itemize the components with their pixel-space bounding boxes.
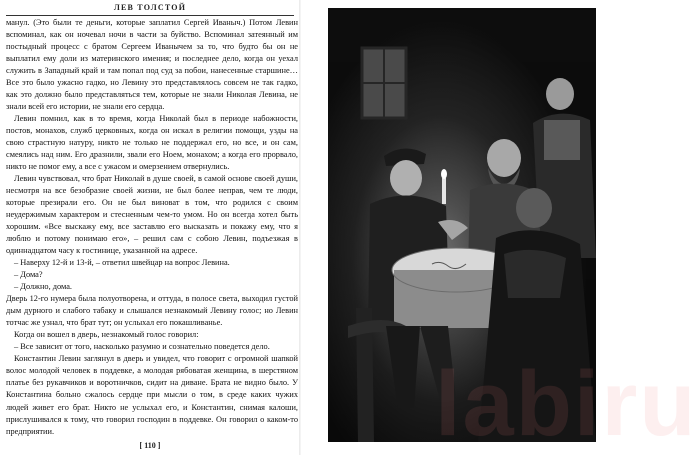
right-page (300, 0, 697, 455)
paragraph: – Все зависит от того, насколько разумно и сознательно поведется дело. (14, 342, 270, 352)
paragraph: Когда он вошел в дверь, незнакомый голос говорил: (14, 330, 199, 340)
watermark: labiru (435, 353, 697, 455)
paragraph: Левин чувствовал, что брат Николай в душе своей, в самой основе своей души, несмотря на все безобразие своей жизни, не был более неправ, чем те люди, которые презирали его. Он не был виноват в том, что родился с своим неудержимым характером и стесненным чем-то умом. Но он всегда хотел быть хорошим. «Все выскажу ему, все заставлю его высказать и покажу ему, что я люблю и потому понимаю его», – решил сам с собою Левин, подъезжая в одиннадцатом часу к гостинице, указанной на адресе. (6, 174, 298, 256)
body-text (6, 17, 298, 438)
header-rule (6, 15, 294, 16)
paragraph: Константин Левин заглянул в дверь и увидел, что говорит с огромной шапкой волос молодой человек в поддевке, а молодая рябоватая женщина, в шерстяном платье без рукавчиков и воротничков, сидит на диване. Брата не видно было. У Константина больно сжалось сердце при мысли о том, в среде каких чужих людей живет его брат. Никто не услыхал его, и Константин, снимая калоши, прислушивался к тому, что говорил господин в поддевке. Он говорил о каком-то предприятии. (6, 354, 298, 436)
page-number: [ 110 ] (139, 441, 161, 450)
running-header: ЛЕВ ТОЛСТОЙ (113, 3, 187, 12)
paragraph: манул. (Это были те деньги, которые заплатил Сергей Иваныч.) Потом Левин вспоминал, как он ночевал ночи в части за буйство. Вспоминал затеянный им постыдный процесс с братом Сергеем Иванычем за то, что будто бы он не выплатил ему доли из материнского имения; и последнее дело, когда он уехал служить в Западный край и там попал под суд за побои, нанесенные старшине… Все это было ужасно гадко, но Левину это представлялось совсем не так гадко, как это должно было представляться тем, которые не знали Николая Левина, не знали всей его истории, не знали его сердца. (6, 18, 298, 112)
left-page (0, 0, 300, 455)
paragraph: – Дома? (14, 270, 43, 280)
paragraph: – Наверху 12-й и 13-й, – ответил швейцар на вопрос Левина. (14, 258, 230, 268)
paragraph: Дверь 12-го нумера была полуотворена, и оттуда, в полосе света, выходил густой дым дурного и слабого табаку и слышался незнакомый Левину голос; но Левин тотчас же узнал, что брат тут; он услыхал его покашливанье. (6, 294, 298, 328)
paragraph: – Должно, дома. (14, 282, 73, 292)
paragraph: Левин помнил, как в то время, когда Николай был в периоде набожности, постов, монахов, служб церковных, когда он искал в религии помощи, узды на свою страстную натуру, никто не только не поддержал его, но все, и он сам, смеялись над ним. Его дразнили, звали его Ноем, монахом; а когда его прорвало, никто не помог ему, а все с ужасом и омерзением отвернулись. (6, 114, 298, 172)
